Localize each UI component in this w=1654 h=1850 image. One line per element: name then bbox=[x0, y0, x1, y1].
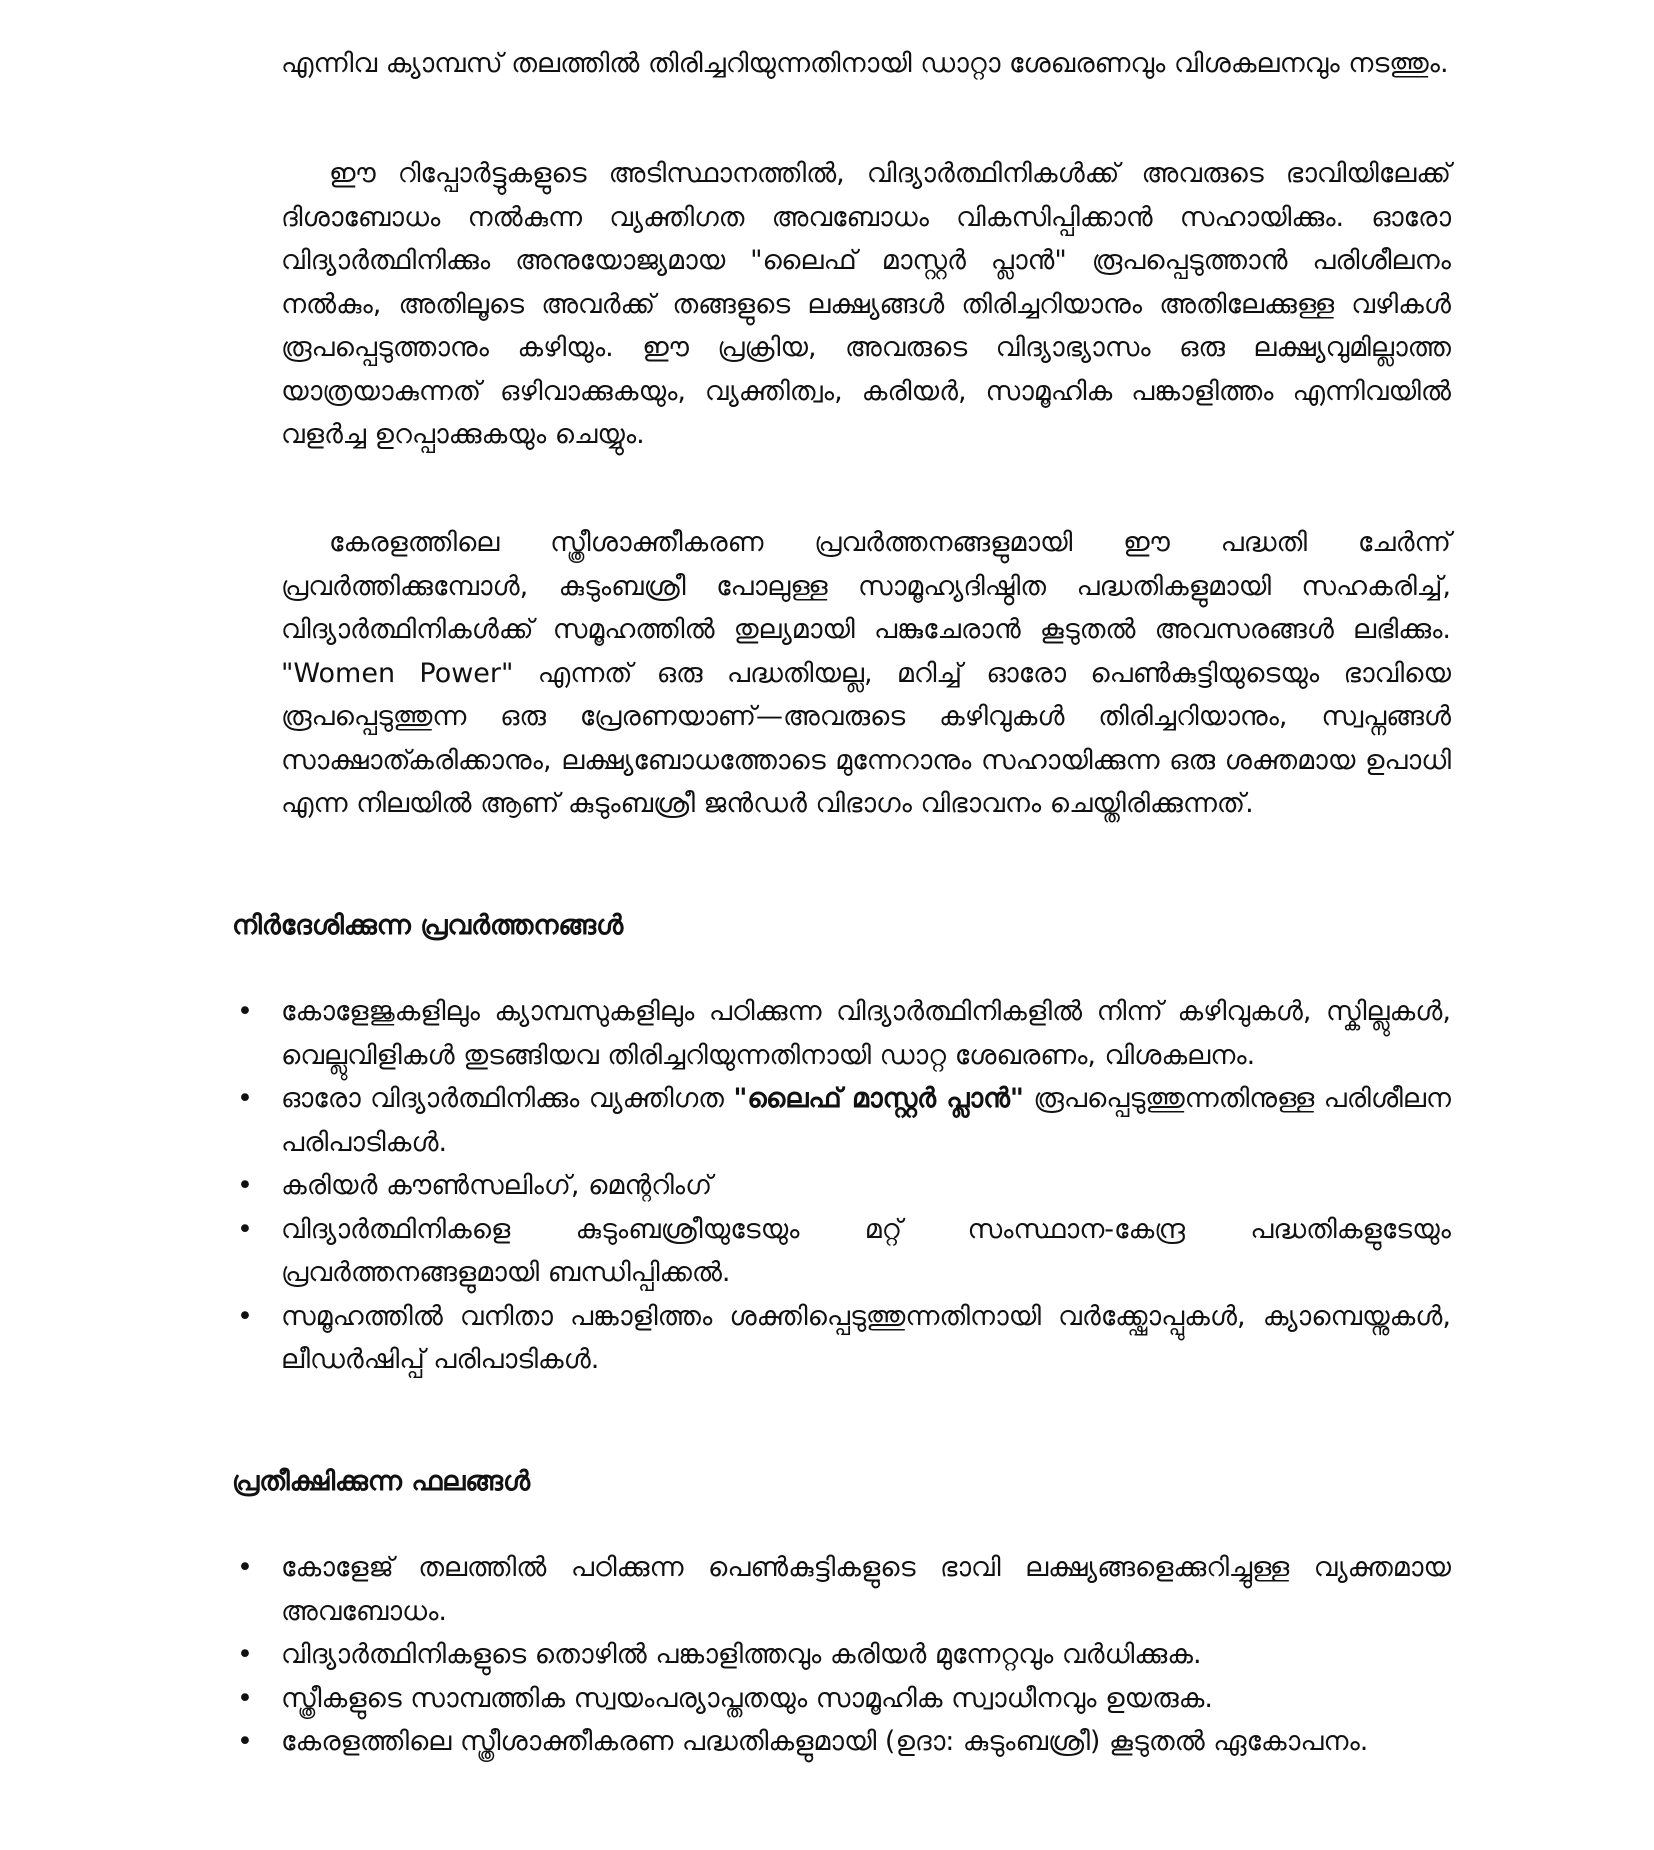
list-item bbox=[237, 1720, 1451, 1764]
paragraph-continuation: എന്നിവ ക്യാമ്പസ് തലത്തിൽ തിരിച്ചറിയുന്നതിനായി ഡാറ്റാ ശേഖരണവും വിശകലനവും നടത്തും. bbox=[281, 48, 1449, 79]
list-item bbox=[237, 1164, 1451, 1208]
list-item bbox=[237, 990, 1451, 1077]
bullet-icon: • bbox=[237, 1213, 253, 1245]
paragraph-women-power: കേരളത്തിലെ സ്ത്രീശാക്തീകരണ പ്രവർത്തനങ്ങളുമായി ഈ പദ്ധതി ചേർന്ന് പ്രവർത്തിക്കുമ്പോൾ, കുടുംബശ്രീ പോലുള്ള സാമൂഹ്യദിഷ്ഠിത പദ്ധതികളുമായി സഹകരിച്ച്, വിദ്യാർത്ഥിനികൾക്ക് സമൂഹത്തിൽ തുല്യമായി പങ്കുചേരാൻ കൂടുതൽ അവസരങ്ങൾ ലഭിക്കും. "Women Power" എന്നത് ഒരു പദ്ധതിയല്ല, മറിച്ച് ഓരോ പെൺകുട്ടിയുടെയും ഭാവിയെ രൂപപ്പെടുത്തുന്ന ഒരു പ്രേരണയാണ്—അവരുടെ കഴിവുകൾ തിരിച്ചറിയാനും, സ്വപ്നങ്ങൾ സാക്ഷാത്കരിക്കാനും, ലക്ഷ്യബോധത്തോടെ മുന്നേറാനും സഹായിക്കുന്ന ഒരു ശക്തമായ ഉപാധി എന്ന നിലയിൽ ആണ് കുടുംബശ്രീ ജൻഡർ വിഭാഗം വിഭാവനം ചെയ്തിരിക്കുന്നത്. bbox=[281, 527, 1451, 819]
bullet-icon: • bbox=[237, 1726, 253, 1757]
paragraph-life-master-plan: ഈ റിപ്പോർട്ടുകളുടെ അടിസ്ഥാനത്തിൽ, വിദ്യാർത്ഥിനികൾക്ക് അവരുടെ ഭാവിയിലേക്ക് ദിശാബോധം നൽകുന്ന വ്യക്തിഗത അവബോധം വികസിപ്പിക്കാൻ സഹായിക്കും. ഓരോ വിദ്യാർത്ഥിനിക്കും അനുയോജ്യമായ "ലൈഫ് മാസ്റ്റർ പ്ലാൻ" രൂപപ്പെടുത്താൻ പരിശീലനം നൽകും, അതിലൂടെ അവർക്ക് തങ്ങളുടെ ലക്ഷ്യങ്ങൾ തിരിച്ചറിയാനും അതിലേക്കുള്ള വഴികൾ രൂപപ്പെടുത്താനും കഴിയും. ഈ പ്രക്രിയ, അവരുടെ വിദ്യാഭ്യാസം ഒരു ലക്ഷ്യവുമില്ലാത്ത യാത്രയാകുന്നത് ഒഴിവാക്കുകയും, വ്യക്തിത്വം, കരിയർ, സാമൂഹിക പങ്കാളിത്തം എന്നിവയിൽ വളർച്ച ഉറപ്പാക്കുകയും ചെയ്യും. bbox=[281, 158, 1451, 450]
bullet-icon: • bbox=[237, 996, 253, 1027]
bullet-icon: • bbox=[237, 1170, 253, 1201]
list-item-text: വിദ്യാർത്ഥിനികളെ കുടുംബശ്രീയുടേയും മറ്റ് സംസ്ഥാന-കേന്ദ്ര പദ്ധതികളുടേയും പ്രവർത്തനങ്ങളുമായി ബന്ധിപ്പിക്കൽ. bbox=[281, 1213, 1451, 1288]
list-item bbox=[237, 1546, 1451, 1633]
list-item-text: സ്ത്രീകളുടെ സാമ്പത്തിക സ്വയംപര്യാപ്തതയും സാമൂഹിക സ്വാധീനവും ഉയരുക. bbox=[281, 1682, 1213, 1714]
heading-proposed-activities: നിർദേശിക്കുന്ന പ്രവർത്തനങ്ങൾ bbox=[232, 910, 624, 941]
bullet-icon: • bbox=[237, 1083, 253, 1114]
list-item-text: കരിയർ കൗൺസലിംഗ്, മെന്ററിംഗ് bbox=[281, 1170, 713, 1201]
bullet-icon: • bbox=[237, 1552, 253, 1583]
list-item-text: കോളേജുകളിലും ക്യാമ്പസുകളിലും പഠിക്കുന്ന വിദ്യാർത്ഥിനികളിൽ നിന്ന് കഴിവുകൾ, സ്കില്ലുകൾ, വെല്ലുവിളികൾ തുടങ്ങിയവ തിരിച്ചറിയുന്നതിനായി ഡാറ്റ ശേഖരണം, വിശകലനം. bbox=[281, 996, 1451, 1071]
bullet-icon: • bbox=[237, 1300, 253, 1332]
list-item-text: ഓരോ വിദ്യാർത്ഥിനിക്കും വ്യക്തിഗത bbox=[281, 1083, 734, 1114]
list-item-text: കോളേജ് തലത്തിൽ പഠിക്കുന്ന പെൺകുട്ടികളുടെ ഭാവി ലക്ഷ്യങ്ങളെക്കുറിച്ചുള്ള വ്യക്തമായ അവബോധം. bbox=[281, 1552, 1451, 1627]
list-item-text: സമൂഹത്തിൽ വനിതാ പങ്കാളിത്തം ശക്തിപ്പെടുത്തുന്നതിനായി വർക്ക്ഷോപ്പുകൾ, ക്യാമ്പെയ്നുകൾ, ലീഡർഷിപ്പ് പരിപാടികൾ. bbox=[281, 1300, 1451, 1375]
heading-expected-outcomes: പ്രതീക്ഷിക്കുന്ന ഫലങ്ങൾ bbox=[232, 1466, 531, 1497]
expected-outcomes-list bbox=[237, 1546, 1451, 1764]
list-item bbox=[237, 1077, 1451, 1164]
list-item bbox=[237, 1208, 1451, 1295]
list-item-bold-text: "ലൈഫ് മാസ്റ്റർ പ്ലാൻ" bbox=[733, 1083, 1024, 1114]
bullet-icon: • bbox=[237, 1682, 253, 1714]
list-item-text: കേരളത്തിലെ സ്ത്രീശാക്തീകരണ പദ്ധതികളുമായി (ഉദാ: കുടുംബശ്രീ) കൂടുതൽ ഏകോപനം. bbox=[281, 1726, 1369, 1757]
bullet-icon: • bbox=[237, 1639, 253, 1670]
list-item-text: വിദ്യാർത്ഥിനികളുടെ തൊഴിൽ പങ്കാളിത്തവും കരിയർ മുന്നേറ്റവും വർധിക്കുക. bbox=[281, 1639, 1202, 1670]
list-item bbox=[237, 1633, 1451, 1677]
list-item bbox=[237, 1677, 1451, 1721]
proposed-activities-list bbox=[237, 990, 1451, 1382]
list-item bbox=[237, 1295, 1451, 1382]
list-item-text: രൂപപ്പെടുത്തുന്നതിനുള്ള പരിശീലന പരിപാടികൾ. bbox=[281, 1083, 1451, 1158]
